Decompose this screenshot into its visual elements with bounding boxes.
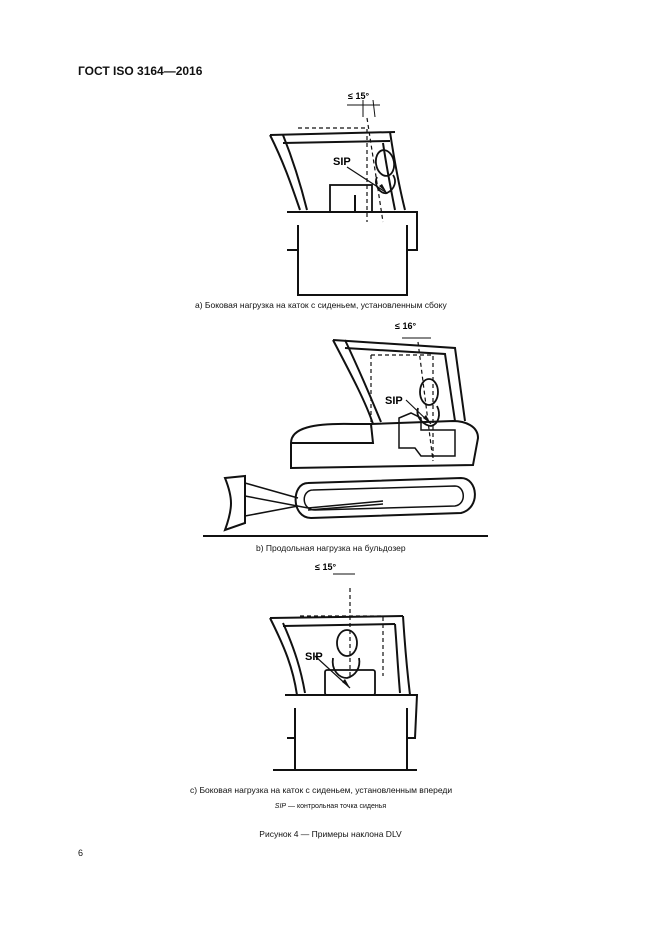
sip-label-a: SIP	[333, 156, 351, 168]
caption-b: b) Продольная нагрузка на бульдозер	[256, 543, 406, 553]
figure-b-bulldozer	[203, 318, 493, 543]
document-header: ГОСТ ISO 3164—2016	[78, 64, 203, 78]
page-number: 6	[78, 848, 84, 858]
figure-c-roller-front-seat	[255, 558, 435, 776]
angle-label-c: ≤ 15°	[315, 562, 337, 572]
angle-label-b: ≤ 16°	[395, 321, 417, 331]
figure-title: Рисунок 4 — Примеры наклона DLV	[259, 829, 402, 839]
angle-label-a: ≤ 15°	[348, 91, 370, 101]
sip-label-b: SIP	[385, 395, 403, 407]
legend-text: — контрольная точка сиденья	[286, 803, 387, 810]
legend	[0, 803, 661, 810]
sip-label-c: SIP	[305, 651, 323, 663]
figure-a-roller-side-seat	[255, 85, 435, 300]
caption-c: c) Боковая нагрузка на каток с сиденьем, установленным впереди	[190, 785, 453, 795]
legend-abbr: SIP	[274, 803, 287, 810]
caption-a: a) Боковая нагрузка на каток с сиденьем, установленным сбоку	[195, 300, 447, 310]
